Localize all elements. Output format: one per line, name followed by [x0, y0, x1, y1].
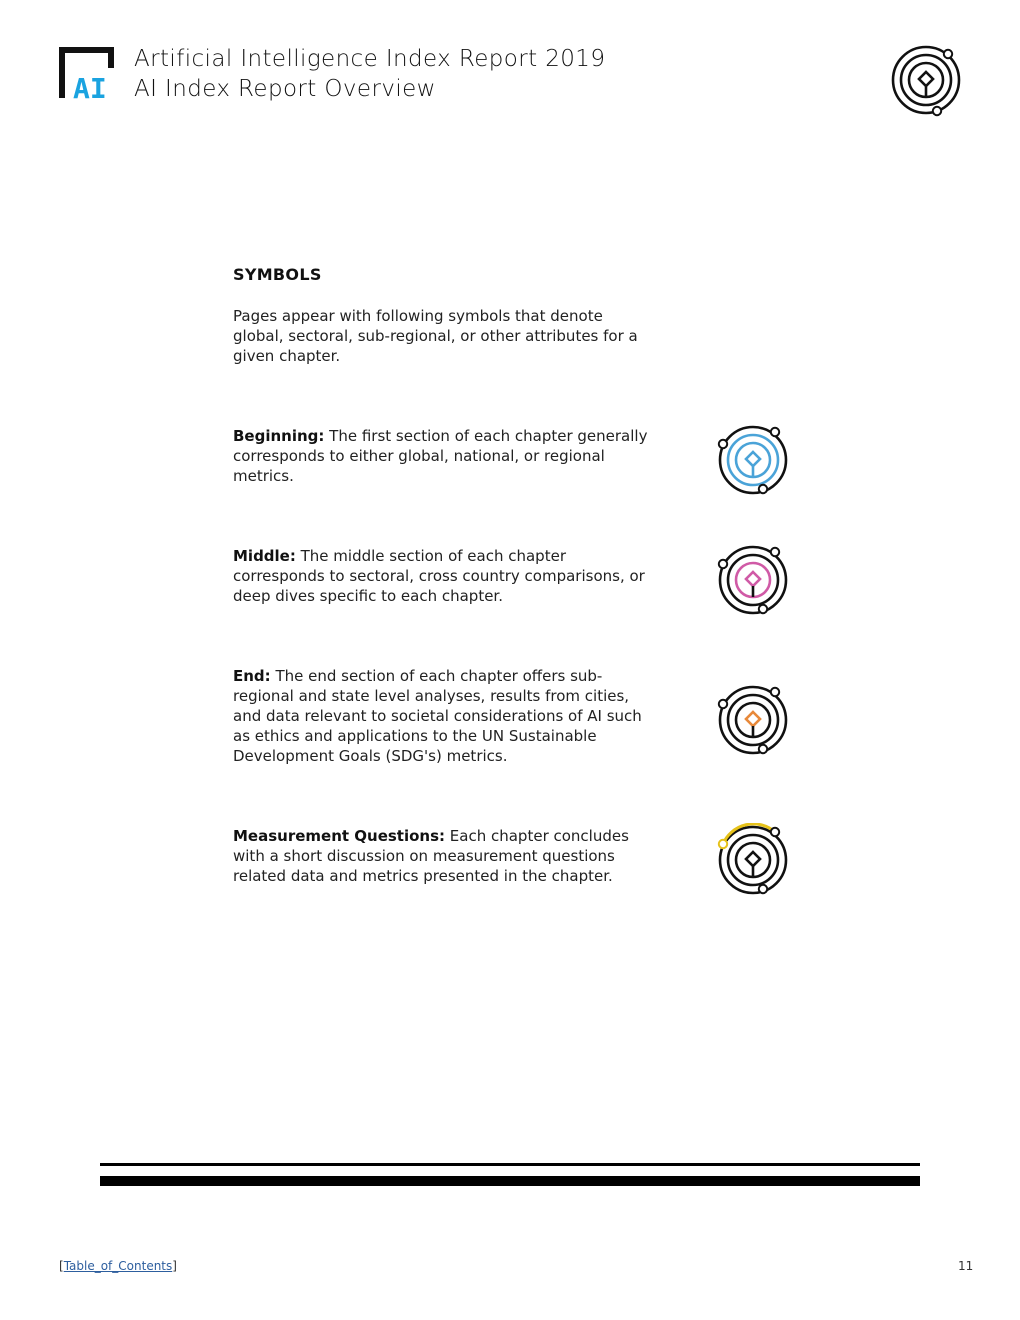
symbol-term: End:	[233, 667, 271, 685]
symbol-item-middle	[233, 546, 653, 606]
page-number: 11	[958, 1259, 974, 1273]
orbit-emblem-icon	[889, 43, 963, 117]
symbol-description: The middle section of each chapter corresponds to sectoral, cross country comparisons, or deep dives specific to each chapter.	[233, 547, 645, 605]
report-title: Artificial Intelligence Index Report 2019	[134, 46, 606, 72]
beginning-orbit-icon	[716, 423, 790, 497]
symbols-heading: SYMBOLS	[233, 265, 322, 284]
table-of-contents-link-wrapper	[59, 1259, 177, 1273]
header-titles	[134, 44, 605, 104]
symbol-item-beginning	[233, 426, 653, 486]
ai-index-logo	[59, 46, 121, 102]
symbol-description: Each chapter concludes with a short discussion on measurement questions related data and metrics presented in the chapter.	[233, 827, 629, 885]
measurement-orbit-icon	[716, 823, 790, 897]
symbol-item-measurement-questions	[233, 826, 653, 886]
symbol-item-end	[233, 666, 653, 766]
footer-rule-thin	[100, 1163, 920, 1166]
symbol-term: Measurement Questions:	[233, 827, 446, 845]
symbol-description: The end section of each chapter offers sub-regional and state level analyses, results from cities, and data relevant to societal considerations of AI such as ethics and applications to the UN Sustainable Development Goals (SDG's) metrics.	[233, 667, 642, 765]
report-subtitle: AI Index Report Overview	[134, 76, 436, 102]
table-of-contents-link[interactable]: Table_of_Contents	[63, 1259, 173, 1273]
middle-orbit-icon	[716, 543, 790, 617]
footer-rule-thick	[100, 1176, 920, 1186]
end-orbit-icon	[716, 683, 790, 757]
logo-text: AI	[73, 72, 107, 102]
bracket-close: ]	[172, 1259, 177, 1273]
symbol-term: Beginning:	[233, 427, 325, 445]
symbol-description: The first section of each chapter generally corresponds to either global, national, or regional metrics.	[233, 427, 648, 485]
bracket-open: [	[59, 1259, 64, 1273]
symbol-term: Middle:	[233, 547, 296, 565]
symbols-intro: Pages appear with following symbols that denote global, sectoral, sub-regional, or other attributes for a given chapter.	[233, 307, 638, 365]
